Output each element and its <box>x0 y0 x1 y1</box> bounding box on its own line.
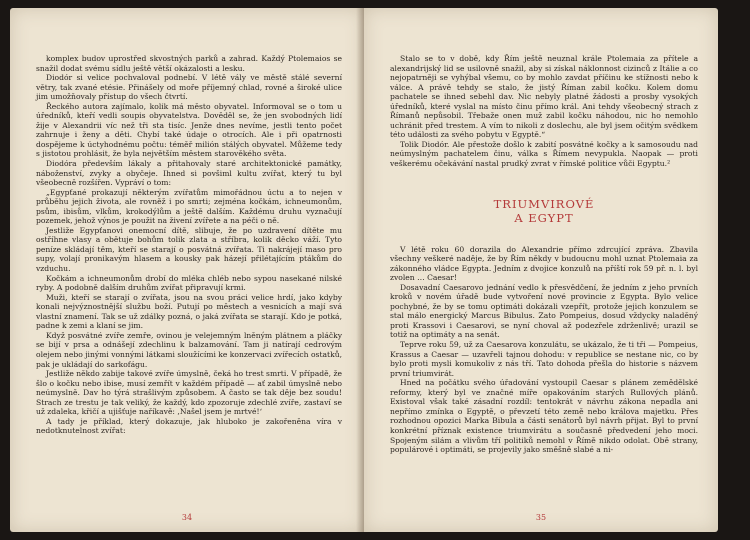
paragraph: komplex budov uprostřed skvostných parků a zahrad. Každý Ptolemaios se snažil dodat svému sídlu ještě větší okázalosti a lesku. <box>36 54 342 73</box>
paragraph: Muži, kteří se starají o zvířata, jsou na svou práci velice hrdí, jako kdyby konali nejvýznostnější službu boží. Putují po městech a vesnicích a mají svá vlastní znamení. Tak se už zdálky pozná, o jaká zvířata se starají. Kdo je potká, padne k zemi a klaní se jim. <box>36 292 342 331</box>
paragraph: Jestliže Egypťanovi onemocní dítě, slibuje, že po uzdravení dítěte mu ostříhne vlasy a obětuje bohům tolik zlata a stříbra, kolik děcko váží. Tyto peníze skládají těm, kteří se starají o posvátná zvířata. Ti nakrájejí maso pro supy, volají pronikavým hlasem a kousky pak házejí přilétajícím ptákům do vzduchu. <box>36 225 342 274</box>
paragraph: Tolik Diodór. Ale přestože došlo k zabití posvátné kočky a k samosoudu nad neúmyslným pachatelem činu, válka s Římem nevypukla. Naopak — proti veškerému očekávání nastal prudký zvrat v římské politice vůči Egyptu.² <box>390 139 698 169</box>
paragraph: Hned na počátku svého úřadování vystoupil Caesar s plánem zemědělské reformy, který byl ve značné míře opakováním starých Rullových plánů. Existoval však také zásadní rozdíl: tentokrát v návrhu zákona nepadla ani nepřímo zmínka o Egyptě, o převzetí této země nebo králova majetku. Přes rozhodnou opozici Marka Bibula a části senátorů byl návrh přijat. Byl to první konkrétní příznak existence triumvirátu a současně předvedení jeho moci. Spojeným silám a vlivům tří politiků nemohl v Římě nikdo odolat. Obě strany, populárové i optimáti, se projevily jako směšně slabé a ni- <box>390 378 698 455</box>
paragraph: Když posvátné zvíře zemře, ovinou je velejemným lněným plátnem a pláčky se bijí v prsa a odnášejí zdechlinu k balzamování. Tam ji natírají cedrovým olejem nebo jinými vonnými látkami sloužícími ke konzervaci zvířecích ostatků, pak je ukládají do sarkofágu. <box>36 330 342 369</box>
page-number: 34 <box>181 513 193 522</box>
paragraph: Jestliže někdo zabije takové zvíře úmyslně, čeká ho trest smrti. V případě, že šlo o kočku nebo ibise, musí zemřít v každém případě — ať zabil úmyslně nebo neúmyslně. Dav ho týrá strašlivým způsobem. A často se tak děje bez soudu! Strach ze trestu je tak veliký, že každý, kdo zpozoruje zdechlé zvíře, zastaví se už zdaleka, křičí a ujišťuje naříkavě: ‚Našel jsem je mrtvé!‘ <box>36 369 342 417</box>
paragraph: Diodóra především lákaly a přitahovaly staré architektonické památky, náboženství, zvyky a obyčeje. Ihned si povšiml kultu zvířat, který tu byl všeobecně rozšířen. Vypráví o tom: <box>36 159 342 188</box>
right-page-text <box>390 54 698 455</box>
paragraph: „Egypťané prokazují některým zvířatům mimořádnou úctu a to nejen v průběhu jejich života, ale rovněž i po smrti; zejména kočkám, ichneumonům, psům, ibisům, vlkům, krokodýlům a ještě dalším. Každému druhu vyznačují pozemek, jehož výnos je použit na živení zvířete a na péči o ně. <box>36 187 342 226</box>
chapter-title-line: A EGYPT <box>514 210 574 225</box>
paragraph: Dosavadní Caesarovo jednání vedlo k přesvědčení, že jedním z jeho prvních kroků v novém úřadě bude vytvoření nové provincie z Egypta. Bylo velice pochybné, že by se tomu optimáti dokázali vzepřít, protože jejich konzulem se stal málo energický Marcus Bibulus. Zato Pompeius, dosud vždycky naladěný proti Krassovi i Caesarovi, se nyní choval až podezřele zdrženlivě; urazil se totiž na optimáty a na senát. <box>390 282 698 340</box>
paragraph: Diodór si velice pochvaloval podnebí. V létě vály ve městě stálé severní větry, tak zvané etésie. Přinášely od moře příjemný chlad, rovné a široké ulice jim umožňovaly přístup do všech čtvrtí. <box>36 73 342 102</box>
paragraph: V létě roku 60 dorazila do Alexandrie přímo zdrcující zpráva. Zbavila všechny veškeré naděje, že by Řím někdy v budoucnu mohl uznat Ptolemaia za zákonného vládce Egypta. Jedním z dvojice konzulů na příští rok 59 př. n. l. byl zvolen … Caesar! <box>390 244 698 283</box>
paragraph: Stalo se to v době, kdy Řím ještě neuznal krále Ptolemaia za přítele a alexandrijský lid se usilovně snažil, aby si získal náklonnost cizinců z Itálie a co nejopatrněji se vyhýbal všemu, co by mohlo zavdat příčinu ke stížnosti nebo k válce. A právě tehdy se stalo, že jistý Říman zabil kočku. Kolem domu pachatele se ihned sebehl dav. Nic nebyly platné žádosti a prosby vysokých úředníků, které vyslal na místo činu přímo král. Ani tehdy všeobecný strach z Římanů nepůsobil. Třebaže onen muž zabil kočku náhodou, nic ho nemohlo uchránit před trestem. A vím to nikoli z doslechu, ale byl jsem očitým svědkem této události za svého pobytu v Egyptě.“ <box>390 54 698 140</box>
chapter-title-line: TRIUMVIROVÉ <box>493 196 595 211</box>
right-page <box>364 8 718 532</box>
paragraph: A tady je příklad, který dokazuje, jak hluboko je zakořeněna víra v nedotknutelnost zvířat: <box>36 416 342 436</box>
page-number: 35 <box>535 513 547 522</box>
paragraph: Kočkám a ichneumonům drobí do mléka chléb nebo sypou nasekané nilské ryby. A podobně dalším druhům zvířat připravují krmi. <box>36 273 342 293</box>
chapter-title <box>390 197 698 225</box>
left-page-text <box>36 54 342 436</box>
paragraph: Teprve roku 59, už za Caesarova konzulátu, se ukázalo, že ti tři — Pompeius, Krassus a Caesar — uzavřeli tajnou dohodu: v republice se nestane nic, co by bylo proti mysli komukoliv z nás tří. Tato dohoda přešla do historie s názvem první triumvirát. <box>390 340 698 378</box>
paragraph: Řeckého autora zajímalo, kolik má město obyvatel. Informoval se o tom u úředníků, kteří vedli soupis obyvatelstva. Dověděl se, že jen svobodných lidí žije v Alexandrii víc než tři sta tisíc. Jenže dnes nevíme, jestli tento počet zahrnuje i ženy a děti. Chybí také údaje o otrocích. Ale i při opatrnosti dospějeme k úctyhodnému počtu: téměř milión stálých obyvatel. Můžeme tedy s jistotou prohlásit, že byla největším městem starověkého světa. <box>36 101 342 159</box>
left-page <box>10 8 364 532</box>
